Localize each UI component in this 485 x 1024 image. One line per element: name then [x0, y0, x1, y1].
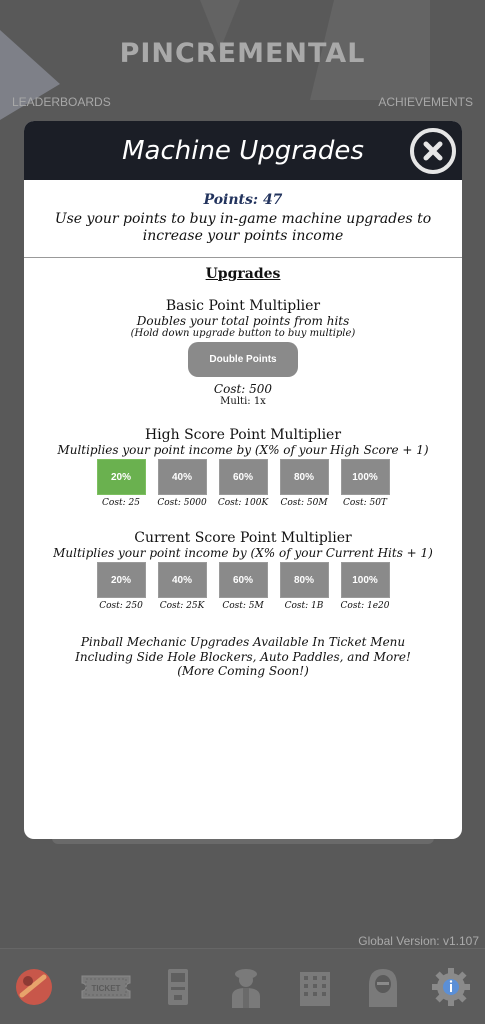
high-score-tier: [158, 459, 207, 508]
current-score-tier: [341, 562, 390, 611]
footer-line: Including Side Hole Blockers, Auto Paddles, and More!: [75, 649, 411, 664]
current-score-tier-button[interactable]: 80%: [280, 562, 329, 598]
high-score-tier-button[interactable]: 40%: [158, 459, 207, 495]
achievements-link[interactable]: ACHIEVEMENTS: [378, 95, 473, 109]
ticket-label: TICKET: [91, 983, 121, 993]
settings-gear-icon[interactable]: [428, 964, 474, 1010]
current-score-tier-button[interactable]: 60%: [219, 562, 268, 598]
basic-multiplier-desc: Doubles your total points from hits: [136, 314, 350, 328]
modal-title: Machine Upgrades: [122, 135, 364, 166]
mechanic-icon[interactable]: [223, 964, 269, 1010]
basic-multi: Multi: 1x: [220, 396, 266, 407]
current-score-tier-cost: Cost: 1e20: [340, 601, 390, 611]
current-score-tier-cost: Cost: 25K: [159, 601, 205, 611]
divider: [24, 257, 462, 258]
high-score-tier-cost: Cost: 5000: [157, 498, 207, 508]
basic-multiplier-section: [24, 298, 462, 407]
double-points-button[interactable]: Double Points: [188, 342, 298, 377]
current-score-tier-cost: Cost: 250: [99, 601, 143, 611]
building-icon[interactable]: [292, 964, 338, 1010]
high-score-tier-button[interactable]: 60%: [219, 459, 268, 495]
machine-upgrades-modal: [24, 121, 462, 839]
ticket-icon[interactable]: [79, 964, 133, 1010]
current-score-tier-cost: Cost: 1B: [284, 601, 324, 611]
points-display: Points: 47: [203, 192, 283, 208]
high-score-tier-cost: Cost: 25: [102, 498, 140, 508]
current-score-tier-button[interactable]: 20%: [97, 562, 146, 598]
intro-text: Use your points to buy in-game machine upgrades to increase your points income: [54, 211, 432, 244]
high-score-tier: [219, 459, 268, 508]
high-score-tier-cost: Cost: 50M: [280, 498, 328, 508]
current-score-tier-row: [24, 562, 462, 611]
high-score-tier-cost: Cost: 50T: [343, 498, 387, 508]
current-score-tier-button[interactable]: 40%: [158, 562, 207, 598]
high-score-tier-cost: Cost: 100K: [217, 498, 269, 508]
high-score-tier: [280, 459, 329, 508]
high-score-title: High Score Point Multiplier: [144, 427, 342, 443]
current-score-tier-cost: Cost: 5M: [222, 601, 264, 611]
current-score-desc: Multiplies your point income by (X% of your Current Hits + 1): [53, 546, 433, 560]
basic-cost: Cost: 500: [213, 382, 273, 396]
footer-line: Pinball Mechanic Upgrades Available In Ticket Menu: [80, 635, 406, 649]
high-score-tier: [341, 459, 390, 508]
current-score-tier: [219, 562, 268, 611]
current-score-title: Current Score Point Multiplier: [134, 530, 352, 546]
high-score-tier-button[interactable]: 80%: [280, 459, 329, 495]
high-score-multiplier-section: [24, 427, 462, 508]
version-label: Global Version: v1.107: [358, 934, 479, 948]
basic-multiplier-title: Basic Point Multiplier: [165, 298, 321, 314]
upgrades-heading: Upgrades: [205, 266, 281, 282]
hacker-icon[interactable]: [360, 964, 406, 1010]
current-score-tier: [97, 562, 146, 611]
close-icon: [421, 139, 445, 163]
bottom-nav: [0, 948, 485, 1024]
arcade-cabinet-icon[interactable]: [155, 964, 201, 1010]
current-score-multiplier-section: [24, 530, 462, 611]
footer-line: (More Coming Soon!): [177, 664, 309, 678]
app-title: PINCREMENTAL: [119, 38, 366, 69]
current-score-tier: [158, 562, 207, 611]
basic-multiplier-note: (Hold down upgrade button to buy multiple): [130, 328, 356, 339]
current-score-tier-button[interactable]: 100%: [341, 562, 390, 598]
footer-note: [24, 635, 462, 679]
high-score-tier-row: [24, 459, 462, 508]
leaderboards-link[interactable]: LEADERBOARDS: [12, 95, 111, 109]
close-button[interactable]: [410, 128, 456, 174]
modal-header: [24, 121, 462, 180]
pinball-machine-icon[interactable]: [11, 964, 57, 1010]
current-score-tier: [280, 562, 329, 611]
high-score-tier-button[interactable]: 100%: [341, 459, 390, 495]
high-score-desc: Multiplies your point income by (X% of your High Score + 1): [57, 443, 429, 457]
high-score-tier: [97, 459, 146, 508]
high-score-tier-button[interactable]: 20%: [97, 459, 146, 495]
